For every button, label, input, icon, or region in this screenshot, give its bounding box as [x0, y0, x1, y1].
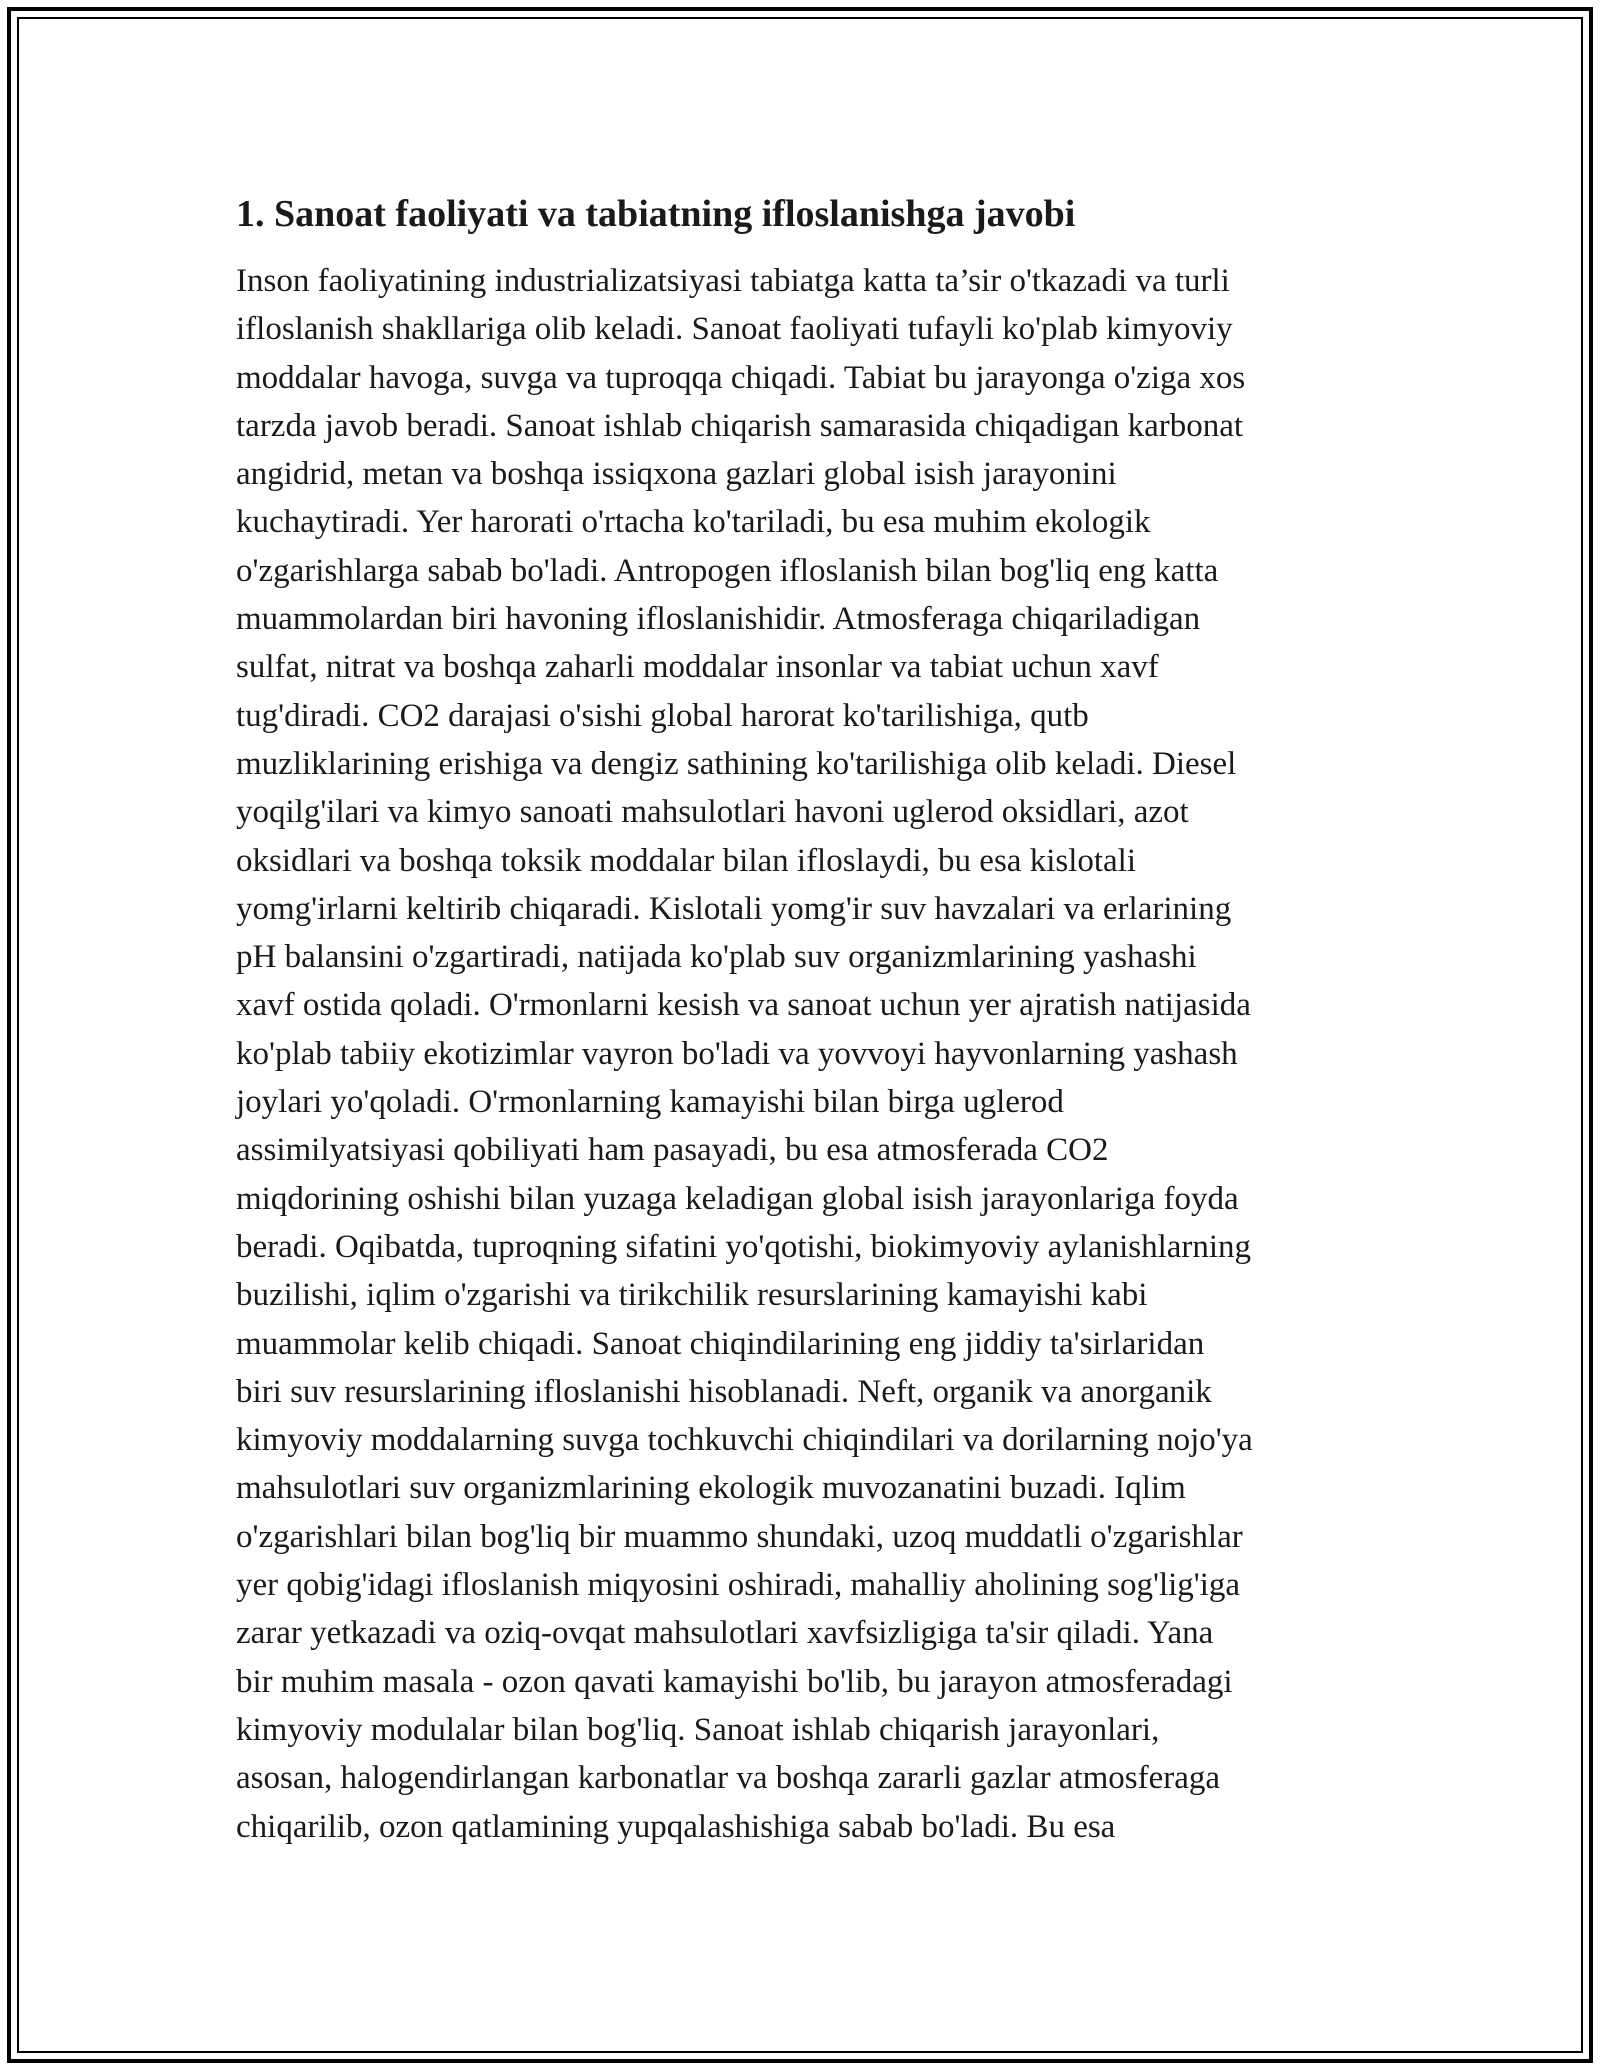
- document-content: [236, 188, 1376, 1851]
- text-line: mahsulotlari suv organizmlarining ekologik muvozanatini buzadi. Iqlim: [236, 1470, 1186, 1507]
- text-line: kimyoviy moddalarning suvga tochkuvchi chiqindilari va dorilarning nojo'ya: [236, 1422, 1253, 1459]
- text-line: o'zgarishlari bilan bog'liq bir muammo shundaki, uzoq muddatli o'zgarishlar: [236, 1518, 1243, 1555]
- text-line: yer qobig'idagi ifloslanish miqyosini oshiradi, mahalliy aholining sog'lig'iga: [236, 1567, 1241, 1604]
- section-heading: 1. Sanoat faoliyati va tabiatning ifloslanishga javobi: [236, 193, 1076, 235]
- text-line: joylari yo'qoladi. O'rmonlarning kamayishi bilan birga uglerod: [236, 1084, 1064, 1121]
- text-line: muammolar kelib chiqadi. Sanoat chiqindilarining eng jiddiy ta'sirlaridan: [236, 1325, 1205, 1362]
- body-paragraph: [236, 257, 1376, 1851]
- text-line: biri suv resurslarining ifloslanishi hisoblanadi. Neft, organik va anorganik: [236, 1373, 1212, 1410]
- text-line: xavf ostida qoladi. O'rmonlarni kesish va sanoat uchun yer ajratish natijasida: [236, 987, 1251, 1024]
- text-line: tug'diradi. CO2 darajasi o'sishi global harorat ko'tarilishiga, qutb: [236, 697, 1089, 734]
- text-line: ifloslanish shakllariga olib keladi. Sanoat faoliyati tufayli ko'plab kimyoviy: [236, 311, 1233, 348]
- text-line: beradi. Oqibatda, tuproqning sifatini yo'qotishi, biokimyoviy aylanishlarning: [236, 1228, 1252, 1265]
- text-line: yoqilg'ilari va kimyo sanoati mahsulotlari havoni uglerod oksidlari, azot: [236, 794, 1189, 831]
- text-line: chiqarilib, ozon qatlamining yupqalashishiga sabab bo'ladi. Bu esa: [236, 1808, 1116, 1845]
- text-line: yomg'irlarni keltirib chiqaradi. Kislotali yomg'ir suv havzalari va erlarining: [236, 890, 1232, 927]
- text-line: Inson faoliyatining industrializatsiyasi tabiatga katta ta’sir o'tkazadi va turli: [236, 263, 1230, 299]
- text-line: sulfat, nitrat va boshqa zaharli moddalar insonlar va tabiat uchun xavf: [236, 649, 1159, 686]
- text-line: muammolardan biri havoning ifloslanishidir. Atmosferaga chiqariladigan: [236, 601, 1201, 638]
- text-line: angidrid, metan va boshqa issiqxona gazlari global isish jarayonini: [236, 456, 1117, 493]
- text-line: asosan, halogendirlangan karbonatlar va boshqa zararli gazlar atmosferaga: [236, 1760, 1221, 1797]
- text-line: buzilishi, iqlim o'zgarishi va tirikchilik resurslarining kamayishi kabi: [236, 1277, 1148, 1314]
- text-line: bir muhim masala - ozon qavati kamayishi bo'lib, bu jarayon atmosferadagi: [236, 1663, 1233, 1700]
- text-line: muzliklarining erishiga va dengiz sathining ko'tarilishiga olib keladi. Diesel: [236, 745, 1237, 782]
- text-line: assimilyatsiyasi qobiliyati ham pasayadi, bu esa atmosferada CO2: [236, 1132, 1109, 1169]
- text-line: kuchaytiradi. Yer harorati o'rtacha ko'tariladi, bu esa muhim ekologik: [236, 504, 1151, 541]
- text-line: miqdorining oshishi bilan yuzaga keladigan global isish jarayonlariga foyda: [236, 1180, 1239, 1217]
- text-line: pH balansini o'zgartiradi, natijada ko'plab suv organizmlarining yashashi: [236, 939, 1197, 976]
- text-line: moddalar havoga, suvga va tuproqqa chiqadi. Tabiat bu jarayonga o'ziga xos: [236, 359, 1246, 396]
- text-line: oksidlari va boshqa toksik moddalar bilan ifloslaydi, bu esa kislotali: [236, 842, 1137, 879]
- text-line: zarar yetkazadi va oziq-ovqat mahsulotlari xavfsizligiga ta'sir qiladi. Yana: [236, 1615, 1214, 1652]
- text-line: kimyoviy modulalar bilan bog'liq. Sanoat ishlab chiqarish jarayonlari,: [236, 1711, 1160, 1748]
- text-line: ko'plab tabiiy ekotizimlar vayron bo'ladi va yovvoyi hayvonlarning yashash: [236, 1035, 1238, 1072]
- text-line: o'zgarishlarga sabab bo'ladi. Antropogen ifloslanish bilan bog'liq eng katta: [236, 552, 1219, 589]
- text-line: tarzda javob beradi. Sanoat ishlab chiqarish samarasida chiqadigan karbonat: [236, 407, 1244, 444]
